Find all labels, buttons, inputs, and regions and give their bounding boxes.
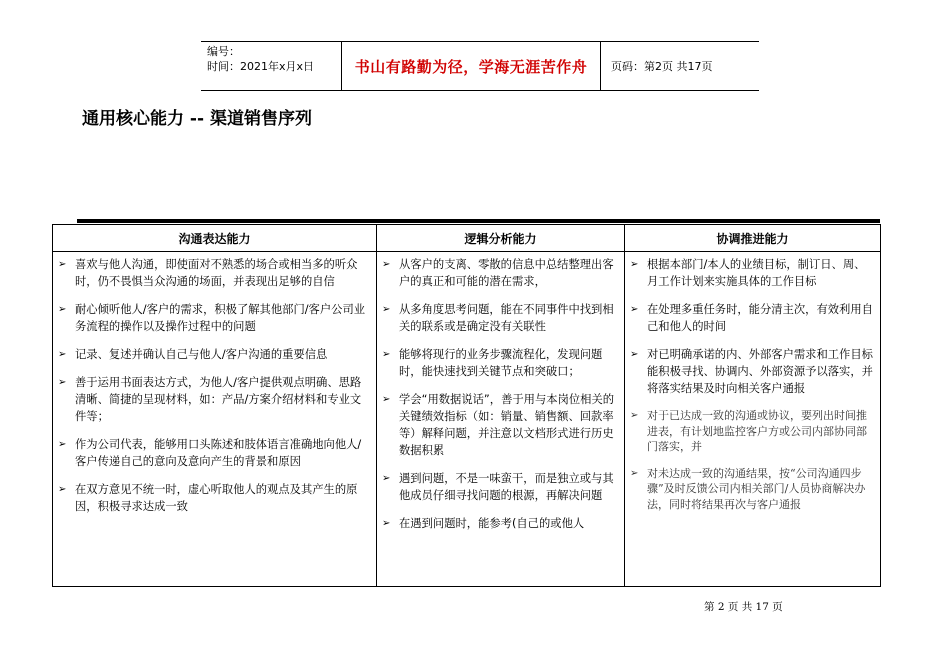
- list-item: ➢ 遇到问题，不是一味蛮干，而是独立或与其他成员仔细寻找问题的根源，再解决问题: [382, 472, 614, 502]
- arrow-bullet-icon: ➢: [58, 349, 67, 360]
- arrow-bullet-icon: ➢: [630, 410, 639, 421]
- column-header-logic: 逻辑分析能力: [377, 225, 625, 252]
- title-rule: [77, 219, 880, 223]
- list-item: ➢ 善于运用书面表达方式，为他人/客户提供观点明确、思路清晰、简捷的呈现材料，如：产品/方案介绍材料和专业文件等；: [58, 376, 362, 423]
- arrow-bullet-icon: ➢: [382, 518, 391, 529]
- column-communication: [53, 252, 377, 587]
- header-number-label: 编号：: [207, 45, 240, 58]
- page-footer: 第 2 页 共 17 页: [704, 601, 783, 613]
- column-logic: [377, 252, 625, 587]
- column-coordination: [625, 252, 881, 587]
- list-item: ➢ 喜欢与他人沟通，即使面对不熟悉的场合或相当多的听众时，仍不畏惧当众沟通的场面，并表现出足够的自信: [58, 258, 358, 288]
- list-item: ➢ 从多角度思考问题，能在不同事件中找到相关的联系或是确定没有关联性: [382, 303, 614, 333]
- arrow-bullet-icon: ➢: [630, 259, 639, 270]
- arrow-bullet-icon: ➢: [382, 394, 391, 405]
- header-meta: [201, 42, 341, 90]
- list-item: ➢ 学会“用数据说话”，善于用与本岗位相关的关键绩效指标（如：销量、销售额、回款率等）解释问题，并注意以文档形式进行历史数据积累: [382, 393, 615, 457]
- list-item: ➢ 记录、复述并确认自己与他人/客户沟通的重要信息: [58, 348, 328, 361]
- list-item: ➢ 对未达成一致的沟通结果，按“公司沟通四步骤”及时反馈公司内相关部门/人员协商解决办法，同时将结果再次与客户通报: [630, 466, 866, 511]
- header-page-info: 页码：第2页 共17页: [611, 60, 713, 73]
- arrow-bullet-icon: ➢: [382, 259, 391, 270]
- arrow-bullet-icon: ➢: [58, 439, 67, 450]
- list-item: ➢ 从客户的支离、零散的信息中总结整理出客户的真正和可能的潜在需求，: [382, 258, 614, 288]
- list-item: ➢ 作为公司代表，能够用口头陈述和肢体语言准确地向他人/客户传递自己的意向及意向产生的背景和原因: [58, 438, 362, 468]
- list-item: ➢ 在遇到问题时，能参考(自己的或他人: [382, 517, 585, 530]
- list-item: ➢ 在双方意见不统一时，虚心听取他人的观点及其产生的原因，积极寻求达成一致: [58, 483, 358, 513]
- header-time: 时间：2021年x月x日: [207, 60, 315, 73]
- arrow-bullet-icon: ➢: [58, 259, 67, 270]
- competency-table: [52, 224, 881, 587]
- arrow-bullet-icon: ➢: [58, 304, 67, 315]
- column-header-coordination: 协调推进能力: [625, 225, 881, 252]
- document-title: 通用核心能力 -- 渠道销售序列: [82, 109, 312, 129]
- arrow-bullet-icon: ➢: [382, 349, 391, 360]
- arrow-bullet-icon: ➢: [382, 304, 391, 315]
- arrow-bullet-icon: ➢: [630, 349, 639, 360]
- list-item: ➢ 对已明确承诺的内、外部客户需求和工作目标能积极寻找、协调内、外部资源予以落实，并将落实结果及时向相关客户通报: [630, 348, 873, 395]
- list-item: ➢ 耐心倾听他人/客户的需求，积极了解其他部门/客户公司业务流程的操作以及操作过程中的问题: [58, 303, 366, 333]
- arrow-bullet-icon: ➢: [58, 484, 67, 495]
- header-motto: 书山有路勤为径，学海无涯苦作舟: [341, 42, 601, 90]
- arrow-bullet-icon: ➢: [58, 377, 67, 388]
- arrow-bullet-icon: ➢: [382, 473, 391, 484]
- arrow-bullet-icon: ➢: [630, 304, 639, 315]
- list-item: ➢ 在处理多重任务时，能分清主次，有效利用自己和他人的时间: [630, 303, 873, 333]
- list-item: ➢ 能够将现行的业务步骤流程化，发现问题时，能快速找到关键节点和突破口；: [382, 348, 603, 378]
- column-header-communication: 沟通表达能力: [53, 225, 377, 252]
- list-item: ➢ 对于已达成一致的沟通或协议，要列出时间推进表，有计划地监控客户方或公司内部协同部门落实，并: [630, 409, 867, 453]
- page-header: [201, 41, 759, 91]
- arrow-bullet-icon: ➢: [630, 467, 639, 479]
- list-item: ➢ 根据本部门/本人的业绩目标，制订日、周、月工作计划来实施具体的工作目标: [630, 258, 866, 288]
